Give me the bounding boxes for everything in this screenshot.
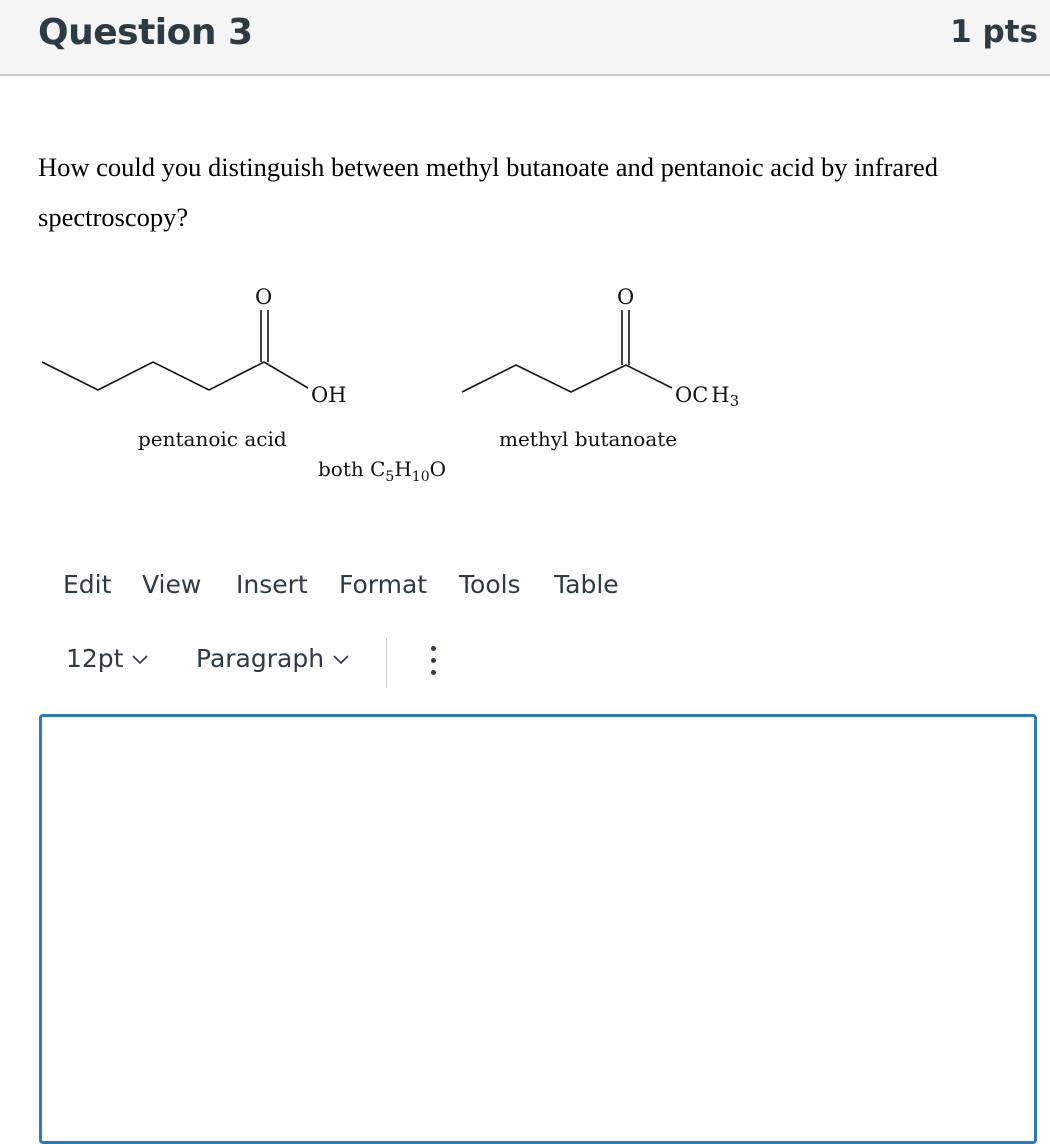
pentanoic-acid-label: pentanoic acid xyxy=(138,427,287,451)
vertical-ellipsis-icon xyxy=(428,646,438,675)
pentanoic-acid-chain xyxy=(42,362,308,390)
methyl-butanoate-chain xyxy=(462,365,672,392)
font-size-select[interactable] xyxy=(66,644,149,673)
menu-view[interactable]: View xyxy=(142,570,202,599)
pentanoic-acid-structure xyxy=(42,310,308,390)
chemical-structures-figure xyxy=(0,270,1050,500)
methyl-butanoate-och3: OC H3 xyxy=(675,383,740,410)
block-format-value: Paragraph xyxy=(196,644,325,673)
question-text: How could you distinguish between methyl butanoate and pentanoic acid by infrared spectroscopy? xyxy=(38,152,939,232)
chevron-down-icon xyxy=(131,654,149,666)
chevron-down-icon xyxy=(332,654,350,666)
menu-edit[interactable]: Edit xyxy=(63,570,112,599)
answer-editor-area[interactable] xyxy=(39,714,1037,1144)
methyl-butanoate-structure xyxy=(462,310,672,392)
methyl-butanoate-oxygen: O xyxy=(617,285,635,309)
toolbar-divider xyxy=(386,638,387,688)
question-title: Question 3 xyxy=(38,12,253,53)
more-options-button[interactable] xyxy=(428,646,438,680)
question-points: 1 pts xyxy=(950,14,1038,50)
block-format-select[interactable] xyxy=(196,644,350,673)
molecular-formula-label: both $C_5H_{10}O$ xyxy=(318,457,447,485)
menu-tools[interactable]: Tools xyxy=(459,570,521,599)
methyl-butanoate-label: methyl butanoate xyxy=(499,427,678,451)
pentanoic-acid-oh: OH xyxy=(311,383,347,407)
question-header xyxy=(0,0,1050,76)
font-size-value: 12pt xyxy=(66,644,124,673)
pentanoic-acid-oxygen: O xyxy=(255,285,273,309)
menu-insert[interactable]: Insert xyxy=(236,570,308,599)
menu-table[interactable]: Table xyxy=(554,570,619,599)
menu-format[interactable]: Format xyxy=(339,570,428,599)
